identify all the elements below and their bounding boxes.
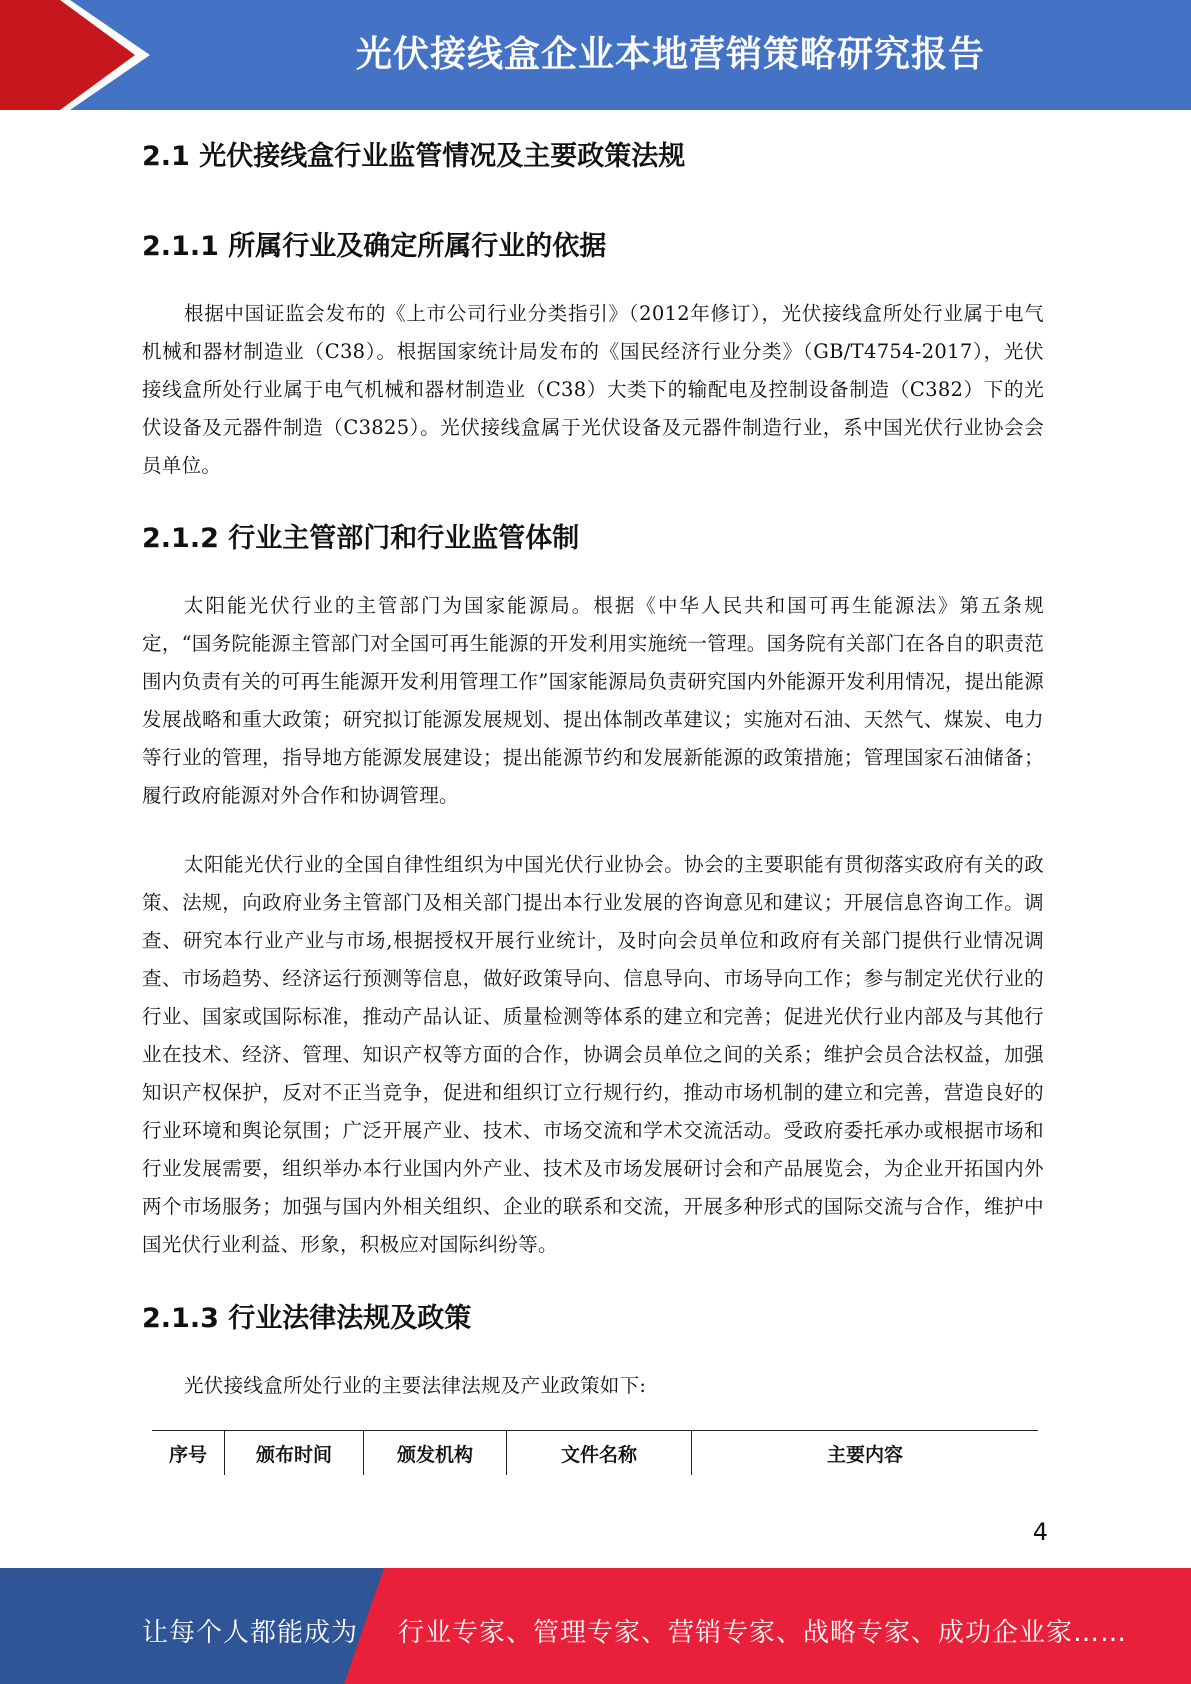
report-title: 光伏接线盒企业本地营销策略研究报告 bbox=[355, 34, 985, 75]
column-header-issuer: 颁发机构 bbox=[364, 1431, 507, 1476]
column-header-date: 颁布时间 bbox=[225, 1431, 364, 1476]
footer-slogan-right: 行业专家、管理专家、营销专家、战略专家、成功企业家…… bbox=[398, 1618, 1128, 1648]
page-footer bbox=[0, 1568, 1191, 1684]
paragraph-industry-association: 太阳能光伏行业的全国自律性组织为中国光伏行业协会。协会的主要职能有贯彻落实政府有关的政策、法规，向政府业务主管部门及相关部门提出本行业发展的咨询意见和建议；开展信息咨询工作。调查、研究本行业产业与市场,根据授权开展行业统计，及时向会员单位和政府有关部门提供行业情况调查、市场趋势、经济运行预测等信息，做好政策导向、信息导向、市场导向工作；参与制定光伏行业的行业、国家或国际标准，推动产品认证、质量检测等体系的建立和完善；促进光伏行业内部及与其他行业在技术、经济、管理、知识产权等方面的合作，协调会员单位之间的关系；维护会员合法权益，加强知识产权保护，反对不正当竞争，促进和组织订立行规行约，推动市场机制的建立和完善，营造良好的行业环境和舆论氛围；广泛开展产业、技术、市场交流和学术交流活动。受政府委托承办或根据市场和行业发展需要，组织举办本行业国内外产业、技术及市场发展研讨会和产品展览会，为企业开拓国内外两个市场服务；加强与国内外相关组织、企业的联系和交流，开展多种形式的国际交流与合作，维护中国光伏行业利益、形象，积极应对国际纠纷等。 bbox=[142, 853, 1044, 1256]
footer-slogan-left: 让每个人都能成为 bbox=[142, 1618, 359, 1648]
paragraph-industry-classification: 根据中国证监会发布的《上市公司行业分类指引》（2012年修订），光伏接线盒所处行业属于电气机械和器材制造业（C38）。根据国家统计局发布的《国民经济行业分类》（GB/T4754-2017），光伏接线盒所处行业属于电气机械和器材制造业（C38）大类下的输配电及控制设备制造（C382）下的光伏设备及元器件制造（C3825）。光伏接线盒属于光伏设备及元器件制造行业，系中国光伏行业协会会员单位。 bbox=[142, 302, 1044, 477]
section-heading-2-1-1: 2.1.1 所属行业及确定所属行业的依据 bbox=[142, 231, 607, 262]
column-header-document: 文件名称 bbox=[507, 1431, 692, 1476]
page-number: 4 bbox=[1032, 1518, 1048, 1546]
section-heading-2-1-2: 2.1.2 行业主管部门和行业监管体制 bbox=[142, 523, 580, 554]
regulations-table bbox=[152, 1430, 1038, 1475]
page-header bbox=[0, 0, 1191, 110]
column-header-content: 主要内容 bbox=[692, 1431, 1039, 1476]
paragraph-laws-intro: 光伏接线盒所处行业的主要法律法规及产业政策如下: bbox=[184, 1374, 647, 1397]
section-heading-2-1-3: 2.1.3 行业法律法规及政策 bbox=[142, 1303, 472, 1334]
table-header-row bbox=[152, 1431, 1038, 1476]
column-header-index: 序号 bbox=[152, 1431, 225, 1476]
paragraph-regulatory-authority: 太阳能光伏行业的主管部门为国家能源局。根据《中华人民共和国可再生能源法》第五条规定，“国务院能源主管部门对全国可再生能源的开发利用实施统一管理。国务院有关部门在各自的职责范围内负责有关的可再生能源开发利用管理工作”国家能源局负责研究国内外能源开发利用情况，提出能源发展战略和重大政策；研究拟订能源发展规划、提出体制改革建议；实施对石油、天然气、煤炭、电力等行业的管理，指导地方能源发展建设；提出能源节约和发展新能源的政策措施；管理国家石油储备；履行政府能源对外合作和协调管理。 bbox=[142, 594, 1044, 807]
section-heading-2-1: 2.1 光伏接线盒行业监管情况及主要政策法规 bbox=[142, 141, 686, 172]
